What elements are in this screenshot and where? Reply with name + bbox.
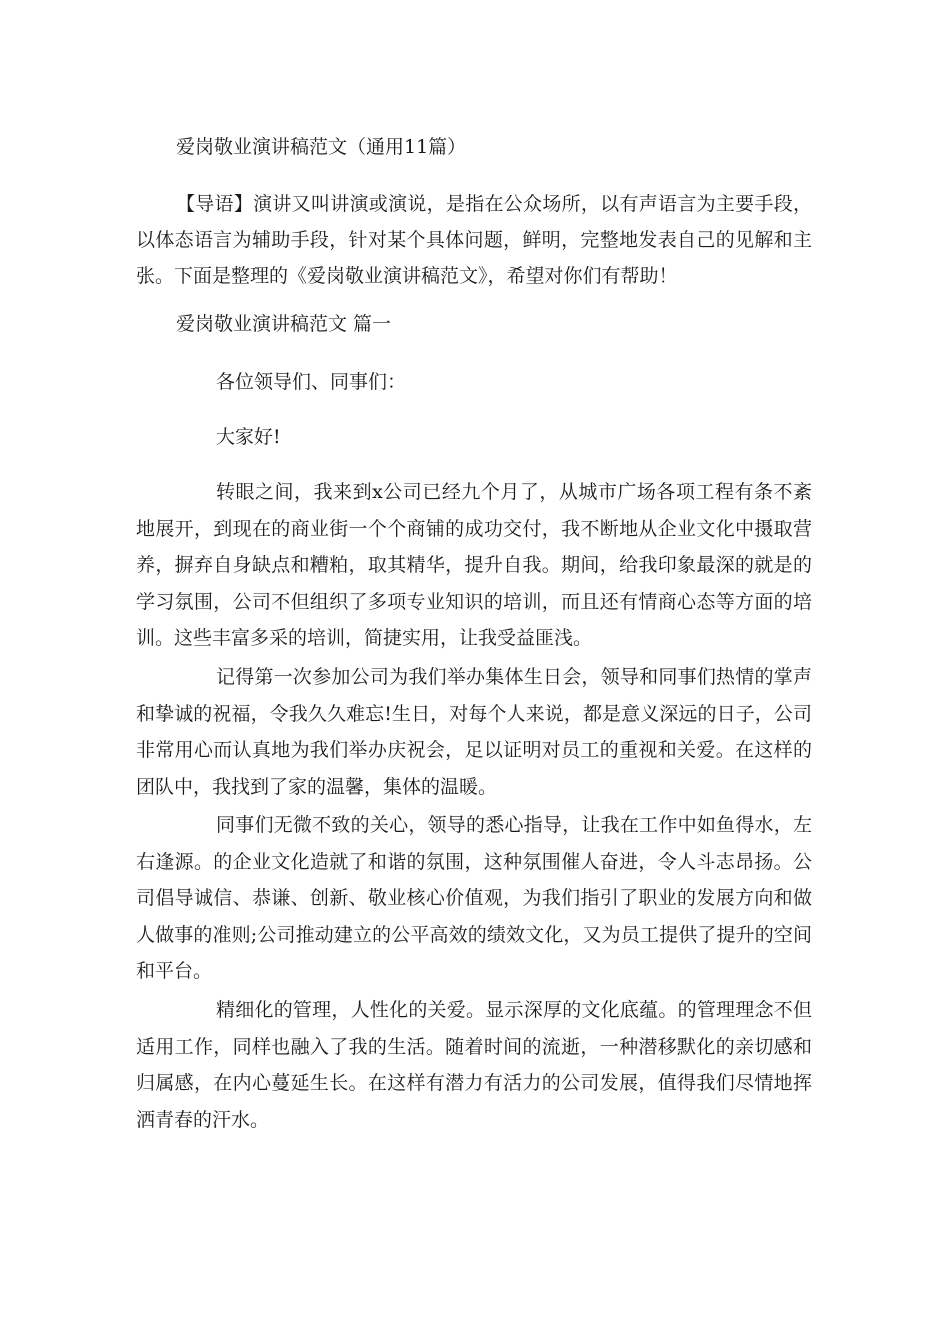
body-paragraph-3: 同事们无微不致的关心，领导的悉心指导，让我在工作中如鱼得水，左右逢源。的企业文化造就了和谐的氛围，这种氛围催人奋进，令人斗志昂扬。公司倡导诚信、恭谦、创新、敬业核心价值观，为我们指引了职业的发展方向和做人做事的准则;公司推动建立的公平高效的绩效文化，又为员工提供了提升的空间和平台。 (136, 814, 812, 982)
greeting-line: 大家好! (216, 426, 281, 448)
body-paragraph-1: 转眼之间，我来到x公司已经九个月了，从城市广场各项工程有条不紊地展开，到现在的商业街一个个商铺的成功交付，我不断地从企业文化中摄取营养，摒弃自身缺点和糟粕，取其精华，提升自我。期间，给我印象最深的就是的学习氛围，公司不但组织了多项专业知识的培训，而且还有情商心态等方面的培训。这些丰富多采的培训，简捷实用，让我受益匪浅。 (136, 481, 812, 649)
document-title: 爱岗敬业演讲稿范文（通用11篇） (176, 136, 467, 158)
section-heading: 爱岗敬业演讲稿范文 篇一 (176, 313, 392, 335)
body-paragraph-2: 记得第一次参加公司为我们举办集体生日会，领导和同事们热情的掌声和挚诚的祝福，令我久久难忘!生日，对每个人来说，都是意义深远的日子，公司非常用心而认真地为我们举办庆祝会，足以证明对员工的重视和关爱。在这样的团队中，我找到了家的温馨，集体的温暖。 (136, 666, 812, 798)
salutation-line: 各位领导们、同事们： (216, 371, 407, 393)
intro-paragraph: 【导语】演讲又叫讲演或演说，是指在公众场所，以有声语言为主要手段，以体态语言为辅助手段，针对某个具体问题，鲜明，完整地发表自己的见解和主张。下面是整理的《爱岗敬业演讲稿范文》，希望对你们有帮助！ (136, 193, 812, 287)
body-paragraph-4: 精细化的管理，人性化的关爱。显示深厚的文化底蕴。的管理理念不但适用工作，同样也融入了我的生活。随着时间的流逝，一种潜移默化的亲切感和归属感，在内心蔓延生长。在这样有潜力有活力的公司发展，值得我们尽情地挥洒青春的汗水。 (136, 999, 812, 1131)
